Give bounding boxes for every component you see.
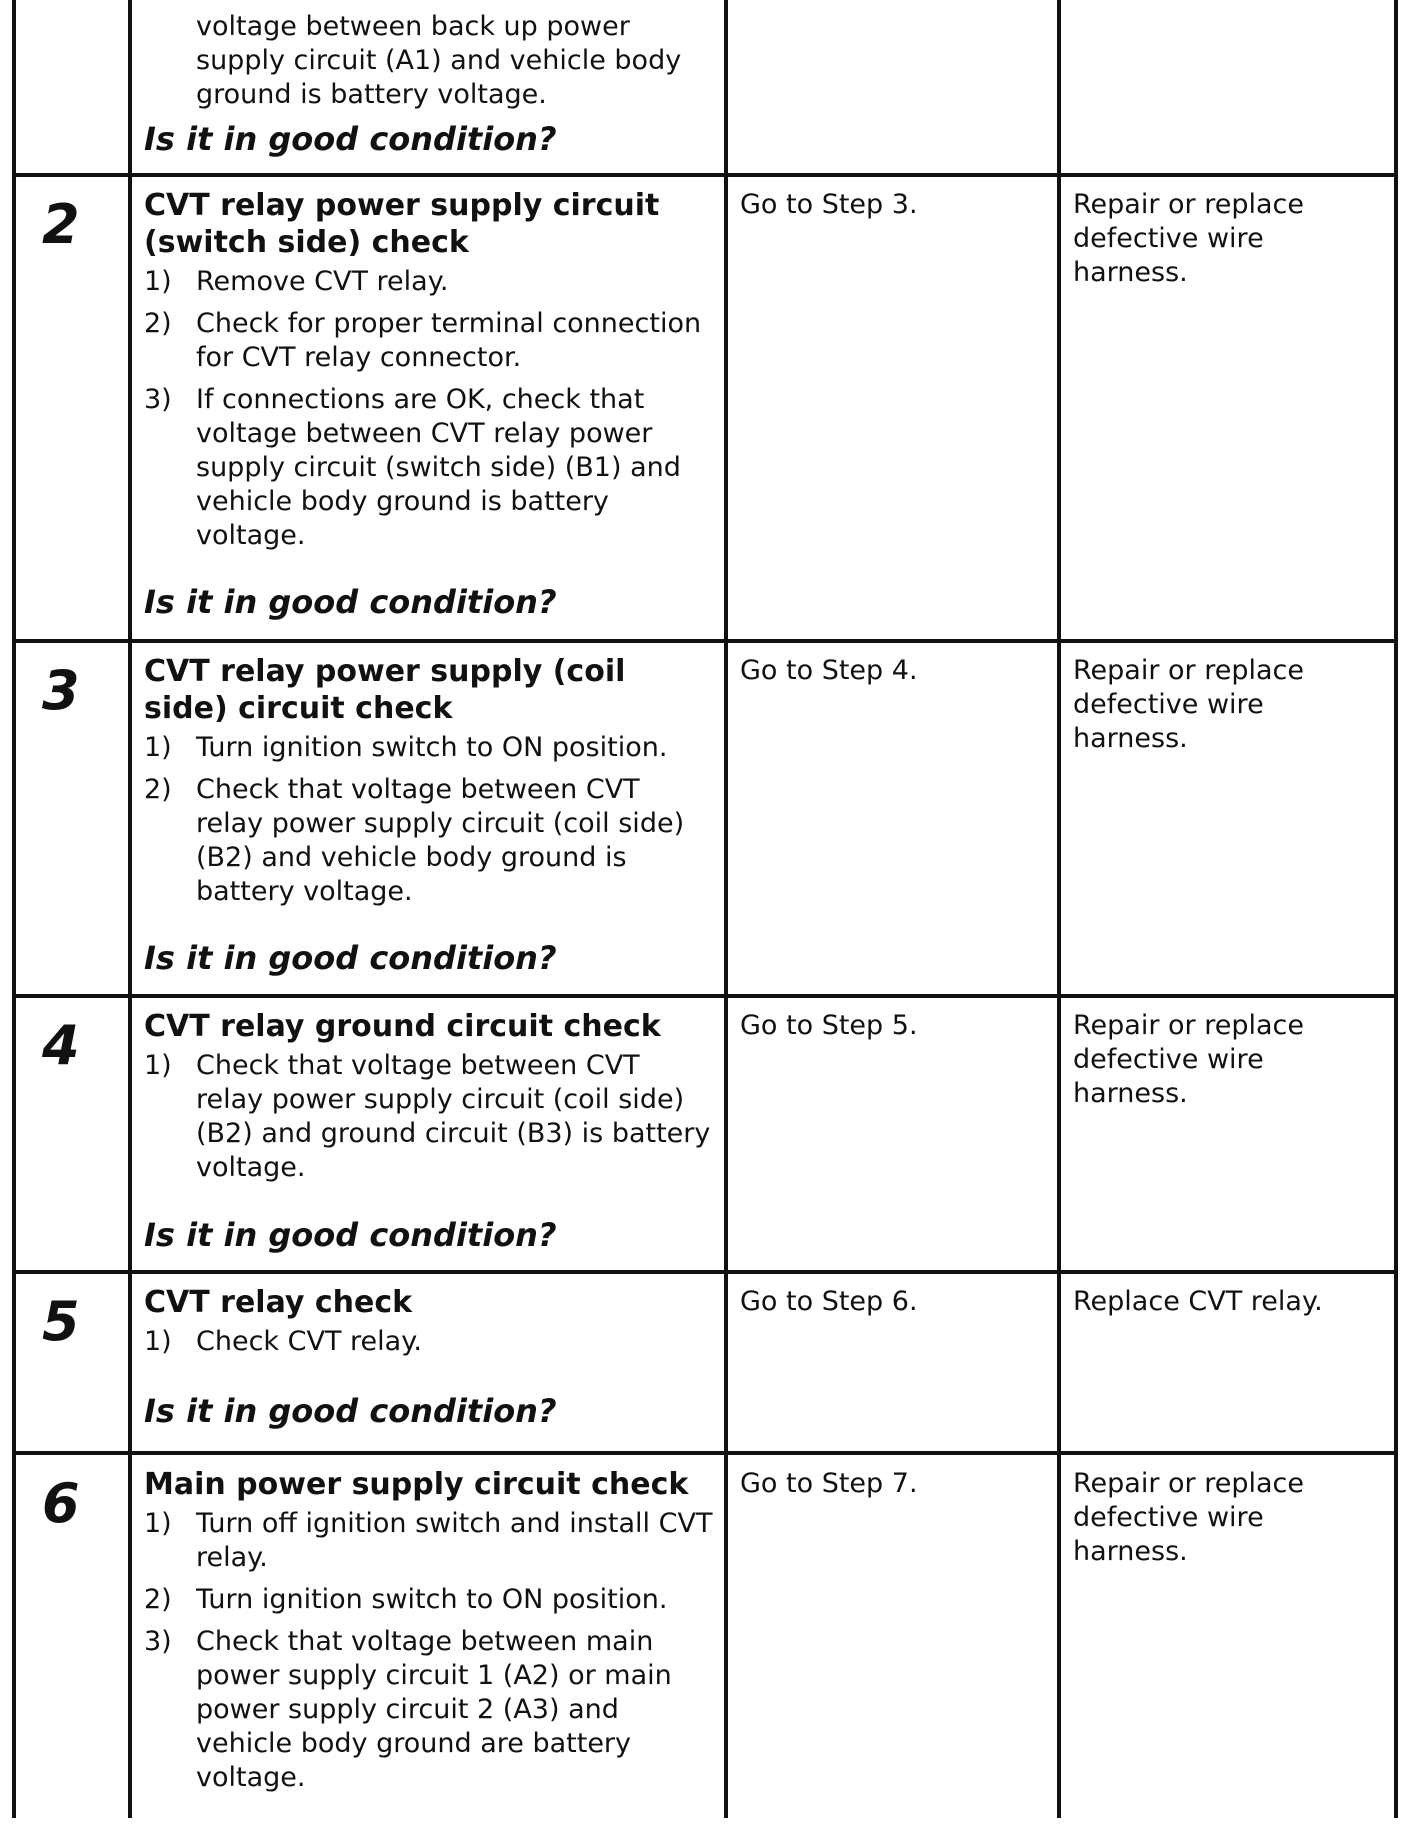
row-continued	[144, 10, 714, 170]
result-yes: Go to Step 5.	[740, 1010, 918, 1041]
result-yes: Go to Step 7.	[740, 1468, 918, 1499]
row-separator	[12, 994, 1398, 998]
row-separator	[12, 173, 1398, 177]
step-title: CVT relay ground circuit check	[144, 1009, 661, 1044]
instruction-number: 3)	[144, 1626, 172, 1657]
condition-question: Is it in good condition?	[144, 1216, 557, 1254]
step-action	[144, 653, 714, 991]
condition-question: Is it in good condition?	[144, 1392, 557, 1430]
row-separator	[12, 1270, 1398, 1274]
table-divider-action	[724, 0, 728, 1818]
instruction-number: 1)	[144, 266, 172, 297]
instruction-text: Turn ignition switch to ON position.	[196, 732, 668, 763]
step-instruction	[144, 265, 714, 299]
result-yes: Go to Step 6.	[740, 1286, 918, 1317]
instruction-text: Check for proper terminal connection for CVT relay connector.	[196, 308, 702, 373]
instruction-number: 2)	[144, 774, 172, 805]
instruction-number: 1)	[144, 1508, 172, 1539]
step-number: 6	[42, 1472, 80, 1535]
instruction-number: 1)	[144, 732, 172, 763]
step-action	[144, 1008, 714, 1266]
table-border-left	[12, 0, 16, 1818]
step-number: 4	[42, 1014, 80, 1077]
table-border-right	[1394, 0, 1398, 1818]
instruction-number: 1)	[144, 1050, 172, 1081]
instruction-number: 2)	[144, 308, 172, 339]
condition-question: Is it in good condition?	[144, 120, 557, 158]
step-action	[144, 187, 714, 635]
step-instruction	[144, 1049, 714, 1185]
table-divider-yes	[1057, 0, 1061, 1818]
condition-question: Is it in good condition?	[144, 583, 557, 621]
row-separator	[12, 639, 1398, 643]
result-no: Repair or replace defective wire harness.	[1073, 655, 1304, 754]
step-instruction	[144, 307, 714, 375]
instruction-text: If connections are OK, check that voltage between CVT relay power supply circuit (switch side) (B1) and vehicle body ground is battery voltage.	[196, 384, 681, 551]
result-no: Repair or replace defective wire harness.	[1073, 1010, 1304, 1109]
condition-question: Is it in good condition?	[144, 939, 557, 977]
instruction-text: Check CVT relay.	[196, 1326, 422, 1357]
step-action	[144, 1466, 714, 1836]
table-divider-step	[128, 0, 132, 1818]
step-action	[144, 1284, 714, 1447]
result-yes: Go to Step 3.	[740, 189, 918, 220]
step-instruction	[144, 731, 714, 765]
step-title: CVT relay check	[144, 1285, 413, 1320]
step-title: CVT relay power supply (coil side) circuit check	[144, 654, 626, 726]
continued-text: voltage between back up power supply circuit (A1) and vehicle body ground is battery voltage.	[196, 11, 682, 110]
step-number: 3	[42, 659, 80, 722]
instruction-text: Check that voltage between CVT relay power supply circuit (coil side) (B2) and ground circuit (B3) is battery voltage.	[196, 1050, 711, 1183]
step-number: 2	[42, 193, 80, 256]
instruction-number: 3)	[144, 384, 172, 415]
step-instruction	[144, 1507, 714, 1575]
result-no: Replace CVT relay.	[1073, 1286, 1323, 1317]
step-number: 5	[42, 1290, 80, 1353]
instruction-text: Check that voltage between CVT relay power supply circuit (coil side) (B2) and vehicle body ground is battery voltage.	[196, 774, 685, 907]
step-instruction	[144, 383, 714, 553]
instruction-number: 2)	[144, 1584, 172, 1615]
step-title: CVT relay power supply circuit (switch side) check	[144, 188, 660, 260]
step-instruction	[144, 1325, 714, 1359]
instruction-text: Remove CVT relay.	[196, 266, 449, 297]
instruction-text: Turn off ignition switch and install CVT relay.	[196, 1508, 713, 1573]
step-instruction	[144, 1625, 714, 1795]
instruction-text: Check that voltage between main power supply circuit 1 (A2) or main power supply circuit 2 (A3) and vehicle body ground are battery voltage.	[196, 1626, 672, 1793]
step-instruction	[144, 1583, 714, 1617]
result-no: Repair or replace defective wire harness.	[1073, 1468, 1304, 1567]
instruction-number: 1)	[144, 1326, 172, 1357]
row-separator	[12, 1451, 1398, 1455]
result-yes: Go to Step 4.	[740, 655, 918, 686]
instruction-text: Turn ignition switch to ON position.	[196, 1584, 668, 1615]
step-title: Main power supply circuit check	[144, 1467, 689, 1502]
step-instruction	[144, 773, 714, 909]
result-no: Repair or replace defective wire harness.	[1073, 189, 1304, 288]
